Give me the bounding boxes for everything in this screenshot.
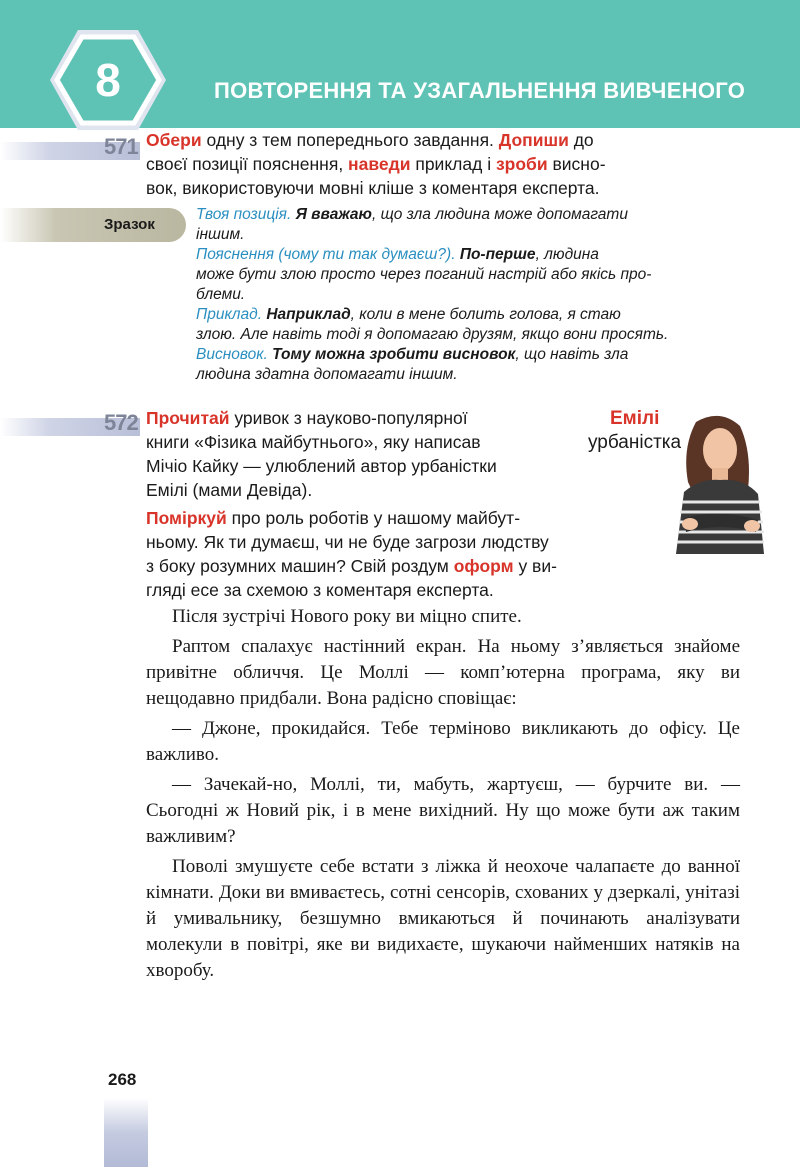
text-segment: людина здатна допомагати іншим. — [196, 366, 458, 383]
text-line — [146, 478, 616, 502]
essay-paragraph: Поволі змушуєте себе встати з ліжка й неохоче чалапаєте до ванної кімнати. Доки ви вмиваєтесь, сотні сенсорів, схованих у дзеркалі, унітазі й умивальнику, безшумно вмикаються й починають аналізувати молекули в повітрі, яке ви видихаєте, шукаючи найменших натяків на хворобу. — [146, 856, 740, 981]
text-line — [146, 578, 616, 602]
sample-section-label: Твоя позиція. — [196, 206, 292, 223]
text-segment: своєї позиції пояснення, — [146, 154, 349, 174]
text-segment: приклад і — [410, 154, 496, 174]
cliche-phrase: Наприклад — [266, 306, 351, 323]
action-verb: зроби — [495, 154, 548, 174]
page-number-strip — [104, 1098, 148, 1167]
text-segment: ньому. Як ти думаєш, чи не буде загрози людству — [146, 532, 549, 552]
chapter-title: ПОВТОРЕННЯ ТА УЗАГАЛЬНЕННЯ ВИВЧЕНОГО — [214, 78, 746, 103]
text-segment: одну з тем попереднього завдання. — [201, 130, 499, 150]
character-role: урбаністка — [588, 432, 682, 453]
text-line — [196, 325, 756, 345]
text-segment: може бути злою просто через поганий настрій або якісь про- — [196, 266, 652, 283]
chapter-badge — [48, 28, 168, 132]
essay-excerpt — [146, 604, 740, 988]
text-segment: Емілі (мами Девіда). — [146, 480, 313, 500]
text-segment: у ви- — [513, 556, 557, 576]
text-segment: гляді есе за схемою з коментаря експерта. — [146, 580, 494, 600]
sample-tab — [0, 208, 186, 242]
chapter-number: 8 — [95, 54, 121, 106]
action-verb: Обери — [146, 130, 202, 150]
essay-paragraph: — Зачекай-но, Моллі, ти, мабуть, жартуєш, — бурчите ви. — Сьогодні ж Новий рік, і в мене вихідний. Ну що може бути аж таким важливим? — [146, 774, 740, 847]
exercise-number-571: 571 — [104, 134, 138, 159]
text-line — [196, 365, 756, 385]
exercise-number-572: 572 — [104, 410, 138, 435]
essay-paragraph: — Джоне, прокидайся. Тебе терміново викликають до офісу. Це важливо. — [146, 718, 740, 765]
text-line — [146, 430, 616, 454]
action-verb: Поміркуй — [146, 508, 227, 528]
text-line — [146, 506, 616, 530]
text-segment: вок, використовуючи мовні кліше з коментаря експерта. — [146, 178, 600, 198]
character-name: Емілі — [610, 408, 660, 429]
text-line — [196, 305, 756, 325]
text-line — [196, 265, 756, 285]
cliche-phrase: По-перше — [459, 246, 536, 263]
text-segment: з боку розумних машин? Свій роздум — [146, 556, 454, 576]
text-segment: до — [568, 130, 594, 150]
text-line — [196, 285, 756, 305]
text-line — [146, 128, 746, 152]
action-verb: оформ — [453, 556, 514, 576]
action-verb: Прочитай — [146, 408, 230, 428]
text-segment: , коли в мене болить голова, я стаю — [350, 306, 621, 323]
exercise-571-task — [146, 128, 746, 200]
text-line — [146, 176, 746, 200]
sample-section-label: Висновок. — [196, 346, 268, 363]
text-segment: уривок з науково-популярної — [229, 408, 468, 428]
text-line — [146, 530, 616, 554]
sample-section-label: Пояснення (чому ти так думаєш?). — [196, 246, 456, 263]
text-segment: злою. Але навіть тоді я допомагаю друзям, якщо вони просять. — [196, 326, 669, 343]
text-segment: про роль роботів у нашому майбут- — [226, 508, 521, 528]
essay-paragraph: Після зустрічі Нового року ви міцно спите. — [172, 606, 522, 627]
action-verb: Допиши — [498, 130, 569, 150]
action-verb: наведи — [348, 154, 411, 174]
text-segment: , що зла людина може допомагати — [371, 206, 628, 223]
sample-section-label: Приклад. — [196, 306, 263, 323]
character-photo — [640, 412, 790, 554]
text-segment: книги «Фізика майбутнього», яку написав — [146, 432, 481, 452]
text-line — [146, 406, 616, 430]
sample-text — [196, 205, 756, 385]
text-line — [146, 152, 746, 176]
text-segment: блеми. — [196, 286, 246, 303]
text-segment: , людина — [535, 246, 599, 263]
text-segment: висно- — [547, 154, 606, 174]
exercise-572-task — [146, 406, 616, 602]
cliche-phrase: Я вважаю — [295, 206, 372, 223]
text-line — [146, 454, 616, 478]
text-segment: іншим. — [196, 226, 245, 243]
text-segment: Мічіо Кайку — улюблений автор урбаністки — [146, 456, 497, 476]
text-segment: , що навіть зла — [515, 346, 629, 363]
essay-paragraph: Раптом спалахує настінний екран. На ньому з’являється знайоме привітне обличчя. Це Моллі — комп’ютерна програма, яку ви нещодавно придбали. Вона радісно сповіщає: — [146, 636, 740, 709]
cliche-phrase: Тому можна зробити висновок — [272, 346, 516, 363]
text-line — [196, 245, 756, 265]
text-line — [196, 225, 756, 245]
sample-label: Зразок — [104, 216, 155, 233]
text-line — [196, 345, 756, 365]
text-line — [196, 205, 756, 225]
text-line — [146, 554, 616, 578]
page-number: 268 — [108, 1070, 137, 1089]
